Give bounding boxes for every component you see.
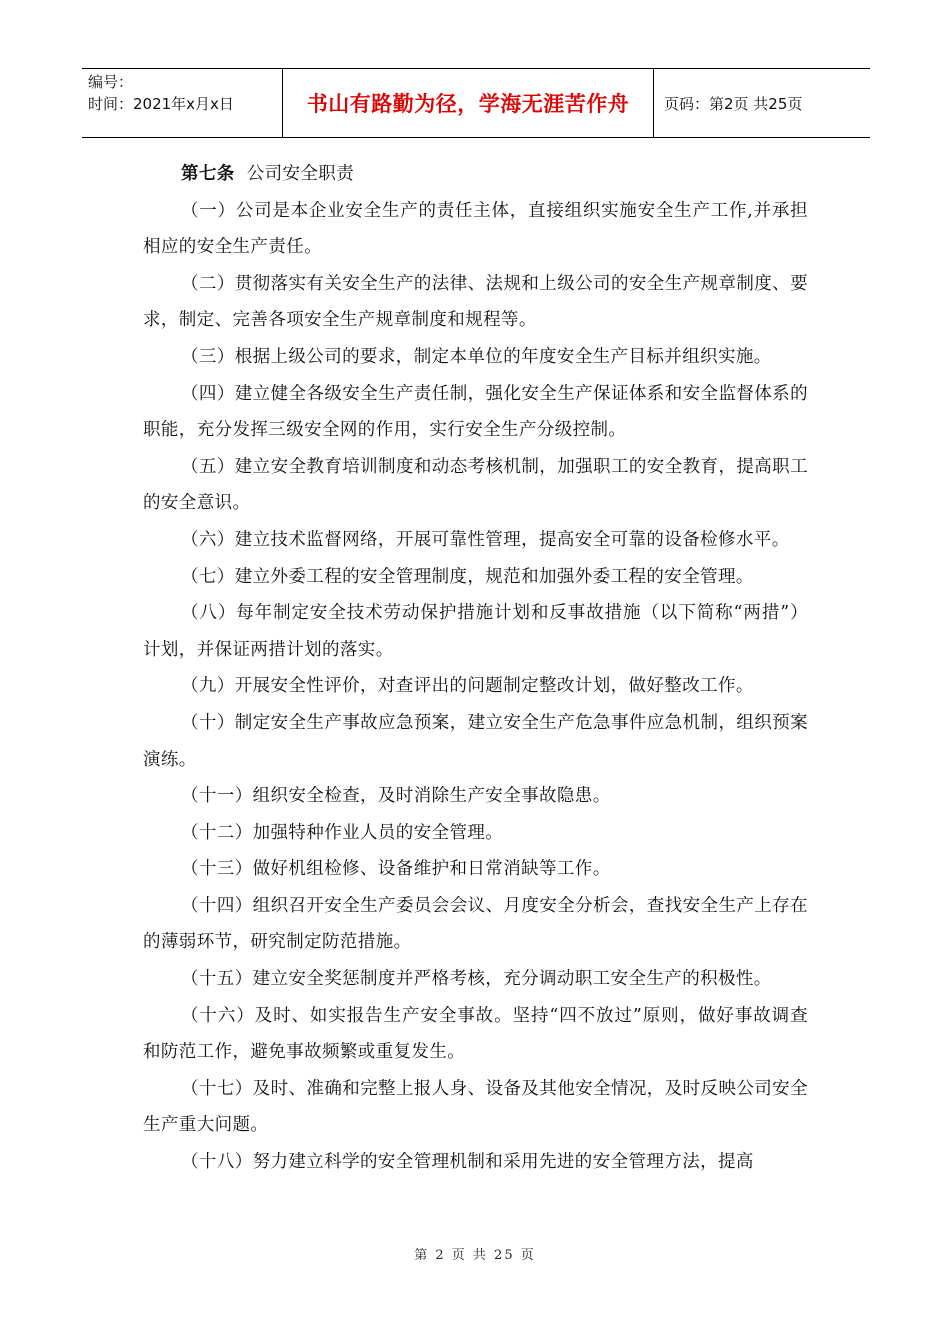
clause-paragraph: （三）根据上级公司的要求，制定本单位的年度安全生产目标并组织实施。 — [181, 346, 772, 367]
clause-paragraph: （八）每年制定安全技术劳动保护措施计划和反事故措施（以下简称“两措”）计划，并保证两措计划的落实。 — [143, 603, 808, 660]
serial-number-label: 编号： — [88, 73, 134, 91]
header-motto: 书山有路勤为径，学海无涯苦作舟 — [283, 69, 654, 137]
clause-paragraph: （十三）做好机组检修、设备维护和日常消缺等工作。 — [181, 859, 611, 880]
clause-paragraph: （五）建立安全教育培训制度和动态考核机制，加强职工的安全教育，提高职工的安全意识。 — [143, 456, 808, 514]
paragraph-list — [143, 193, 808, 1181]
clause-paragraph: （一）公司是本企业安全生产的责任主体，直接组织实施安全生产工作,并承担相应的安全生产责任。 — [143, 200, 808, 258]
clause-paragraph: （十七）及时、准确和完整上报人身、设备及其他安全情况，及时反映公司安全生产重大问题。 — [143, 1078, 808, 1136]
article-number: 第七条 — [181, 164, 235, 184]
clause-paragraph: （二）贯彻落实有关安全生产的法律、法规和上级公司的安全生产规章制度、要求，制定、完善各项安全生产规章制度和规程等。 — [143, 273, 808, 331]
date-label: 时间：2021年x月x日 — [88, 95, 234, 113]
clause-paragraph: （四）建立健全各级安全生产责任制，强化安全生产保证体系和安全监督体系的职能，充分发挥三级安全网的作用，实行安全生产分级控制。 — [143, 383, 808, 441]
header-page-label: 页码：第2页 共25页 — [664, 94, 803, 113]
page-header — [82, 68, 870, 138]
clause-paragraph: （十六）及时、如实报告生产安全事故。坚持“四不放过”原则，做好事故调查和防范工作，避免事故频繁或重复发生。 — [143, 1005, 808, 1063]
article-heading — [143, 156, 808, 193]
header-meta-cell — [82, 69, 283, 137]
clause-paragraph: （十二）加强特种作业人员的安全管理。 — [181, 822, 504, 843]
clause-paragraph: （十五）建立安全奖惩制度并严格考核，充分调动职工安全生产的积极性。 — [181, 969, 772, 990]
clause-paragraph: （十四）组织召开安全生产委员会会议、月度安全分析会，查找安全生产上存在的薄弱环节，研究制定防范措施。 — [143, 895, 808, 953]
document-body — [143, 156, 808, 1181]
clause-paragraph: （十八）努力建立科学的安全管理机制和采用先进的安全管理方法，提高 — [181, 1152, 754, 1173]
clause-paragraph: （七）建立外委工程的安全管理制度，规范和加强外委工程的安全管理。 — [181, 566, 754, 587]
clause-paragraph: （六）建立技术监督网络，开展可靠性管理，提高安全可靠的设备检修水平。 — [181, 529, 790, 550]
clause-paragraph: （十一）组织安全检查，及时消除生产安全事故隐患。 — [181, 786, 611, 807]
clause-paragraph: （九）开展安全性评价，对查评出的问题制定整改计划，做好整改工作。 — [181, 676, 754, 697]
clause-paragraph: （十）制定安全生产事故应急预案，建立安全生产危急事件应急机制，组织预案演练。 — [143, 712, 808, 770]
page-footer: 第 2 页 共 25 页 — [414, 1248, 536, 1263]
article-title: 公司安全职责 — [246, 164, 355, 184]
